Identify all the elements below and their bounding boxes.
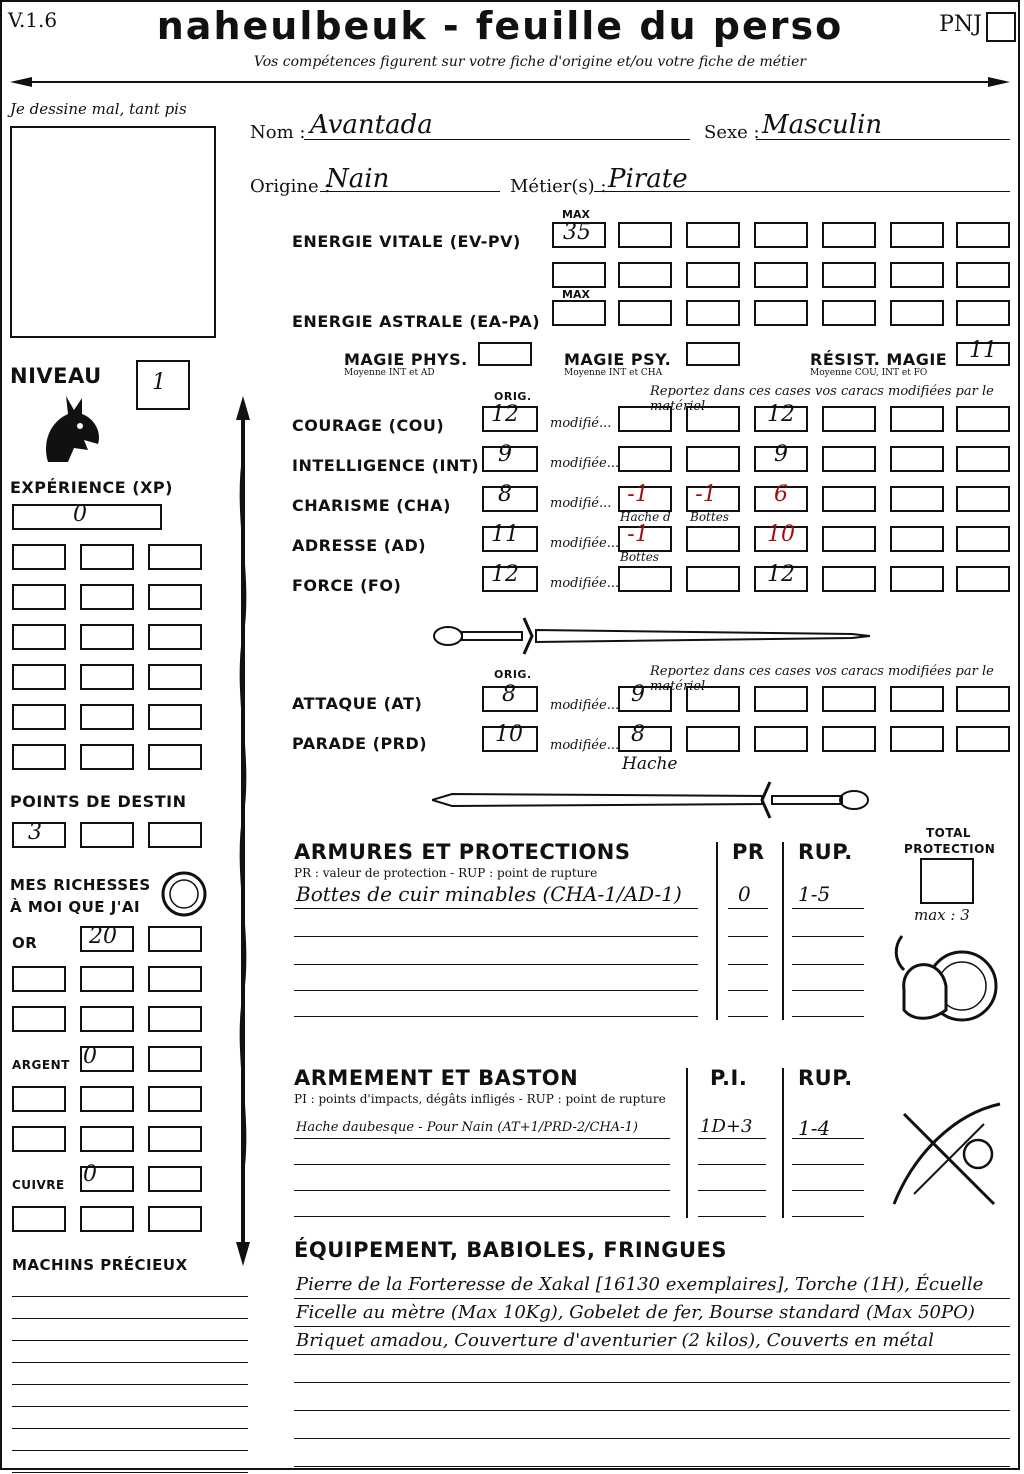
- equipement-text: Briquet amadou, Couverture d'aventurier (2 kilos), Couverts en métal: [296, 1330, 934, 1351]
- ev-box[interactable]: [890, 262, 944, 288]
- carac-mod-box[interactable]: [890, 526, 944, 552]
- magie-psy-box[interactable]: [686, 342, 740, 366]
- armure-pr-line[interactable]: [728, 990, 768, 991]
- machins-line[interactable]: [12, 1340, 248, 1341]
- magie-psy-sub: Moyenne INT et CHA: [564, 368, 663, 378]
- ea-label: ENERGIE ASTRALE (EA-PA): [292, 312, 541, 331]
- xp-grid-box[interactable]: [80, 544, 134, 570]
- vertical-spear-icon: [230, 396, 256, 1266]
- equipement-line[interactable]: [294, 1298, 1010, 1299]
- ea-box[interactable]: [754, 300, 808, 326]
- magie-psy-label: MAGIE PSY.: [564, 350, 672, 369]
- equipement-title: ÉQUIPEMENT, BABIOLES, FRINGUES: [294, 1238, 727, 1262]
- combat-report-note: Reportez dans ces cases vos caracs modifiées par le matériel: [650, 664, 994, 694]
- carac-mod-box[interactable]: [822, 406, 876, 432]
- metier-label: Métier(s) :: [510, 176, 607, 197]
- prd-mod-value: 8: [631, 722, 645, 747]
- carac-mod-box[interactable]: [956, 446, 1010, 472]
- carac-mod-box[interactable]: [890, 446, 944, 472]
- carac-mod-2: -1: [695, 482, 717, 507]
- carac-mod-box[interactable]: [956, 406, 1010, 432]
- origine-value[interactable]: Nain: [326, 164, 390, 194]
- arme-pi-line[interactable]: [698, 1190, 766, 1191]
- carac-mod-box[interactable]: [618, 566, 672, 592]
- xp-grid-box[interactable]: [80, 624, 134, 650]
- prd-mod-label: modifiée...: [550, 738, 620, 753]
- money-box[interactable]: [80, 966, 134, 992]
- sheet-title: naheulbeuk - feuille du perso: [156, 4, 844, 48]
- money-box[interactable]: [148, 1086, 202, 1112]
- total-protection-label-1: TOTAL: [926, 826, 972, 840]
- xp-grid-box[interactable]: [80, 584, 134, 610]
- money-box[interactable]: [148, 1006, 202, 1032]
- sexe-value[interactable]: Masculin: [762, 110, 883, 140]
- armure-rup-line[interactable]: [792, 936, 864, 937]
- carac-mod-box[interactable]: [956, 526, 1010, 552]
- xp-grid-box[interactable]: [148, 624, 202, 650]
- resist-magie-value: 11: [969, 338, 997, 363]
- weapons-icon: [884, 1094, 1008, 1218]
- armure-rup-line[interactable]: [792, 1016, 864, 1017]
- combat-mod-box[interactable]: [956, 726, 1010, 752]
- nom-label: Nom :: [250, 122, 306, 143]
- combat-mod-box[interactable]: [618, 686, 672, 712]
- armures-col-pr: PR: [732, 840, 765, 864]
- ev-max-label: MAX: [562, 208, 590, 221]
- ea-box[interactable]: [618, 300, 672, 326]
- money-box[interactable]: [148, 1046, 202, 1072]
- xp-label: EXPÉRIENCE (XP): [10, 478, 173, 497]
- arme-rup: 1-4: [798, 1116, 831, 1140]
- combat-mod-box[interactable]: [890, 726, 944, 752]
- carac-mod-box[interactable]: [618, 446, 672, 472]
- machins-line[interactable]: [12, 1296, 248, 1297]
- carac-mod-box[interactable]: [890, 406, 944, 432]
- argent-label: ARGENT: [12, 1058, 70, 1072]
- destin-box[interactable]: [80, 822, 134, 848]
- ea-max-box[interactable]: [552, 300, 606, 326]
- ev-box[interactable]: [686, 262, 740, 288]
- arme-rup-line[interactable]: [792, 1216, 864, 1217]
- xp-grid-box[interactable]: [12, 704, 66, 730]
- carac-mod-1: -1: [627, 482, 649, 507]
- helmet-shield-icon: [890, 930, 1000, 1034]
- carac-mod-box[interactable]: [618, 406, 672, 432]
- carac-orig-value: 12: [491, 562, 519, 587]
- armure-line[interactable]: [294, 990, 698, 991]
- xp-grid-box[interactable]: [148, 744, 202, 770]
- xp-grid-box[interactable]: [12, 744, 66, 770]
- coin-icon: [160, 870, 208, 918]
- machins-line[interactable]: [12, 1318, 248, 1319]
- at-mod-label: modifiée...: [550, 698, 620, 713]
- destin-box[interactable]: [148, 822, 202, 848]
- combat-mod-box[interactable]: [890, 686, 944, 712]
- machins-line[interactable]: [12, 1450, 248, 1451]
- machins-label: MACHINS PRÉCIEUX: [12, 1256, 188, 1274]
- arme-pi: 1D+3: [700, 1116, 753, 1137]
- carac-mod-box[interactable]: [686, 566, 740, 592]
- caracs-orig-label: ORIG.: [494, 390, 532, 403]
- destin-box[interactable]: [12, 822, 66, 848]
- equipement-line[interactable]: [294, 1382, 1010, 1383]
- version-label: V.1.6: [8, 8, 58, 32]
- armement-col-rup: RUP.: [798, 1066, 853, 1090]
- carac-mod-box[interactable]: [822, 526, 876, 552]
- xp-grid-box[interactable]: [148, 704, 202, 730]
- ev-box[interactable]: [686, 222, 740, 248]
- arme-line[interactable]: [294, 1138, 670, 1139]
- carac-mod-1-note: Hache d: [620, 510, 671, 524]
- carac-mod-box[interactable]: [890, 566, 944, 592]
- magie-phys-label: MAGIE PHYS.: [344, 350, 468, 369]
- machins-line[interactable]: [12, 1472, 248, 1473]
- combat-orig-box[interactable]: [482, 686, 538, 712]
- armure-pr-line[interactable]: [728, 964, 768, 965]
- combat-mod-box[interactable]: [822, 726, 876, 752]
- niveau-label: NIVEAU: [10, 364, 102, 388]
- ev-box[interactable]: [822, 262, 876, 288]
- carac-orig-value: 9: [498, 442, 512, 467]
- ev-max-value: 35: [563, 220, 591, 245]
- combat-orig-label: ORIG.: [494, 668, 532, 681]
- combat-mod-box[interactable]: [754, 686, 808, 712]
- prd-label: PARADE (PRD): [292, 734, 428, 753]
- ev-box[interactable]: [956, 222, 1010, 248]
- argent-value: 0: [83, 1044, 97, 1069]
- money-box[interactable]: [148, 926, 202, 952]
- armement-col-pi: P.I.: [710, 1066, 748, 1090]
- xp-grid-box[interactable]: [148, 584, 202, 610]
- cuivre-value: 0: [83, 1162, 97, 1187]
- carac-orig-value: 12: [491, 402, 519, 427]
- portrait-box[interactable]: [10, 126, 216, 338]
- equipement-line[interactable]: [294, 1438, 1010, 1439]
- carac-mod-label: modifié...: [550, 416, 612, 431]
- money-box[interactable]: [12, 1206, 66, 1232]
- combat-mod-box[interactable]: [618, 726, 672, 752]
- equipement-text: Pierre de la Forteresse de Xakal [16130 exemplaires], Torche (1H), Écuelle: [296, 1274, 984, 1295]
- richesses-label-1: MES RICHESSES: [10, 876, 151, 894]
- armure-name: Bottes de cuir minables (CHA-1/AD-1): [296, 882, 682, 906]
- armure-line[interactable]: [294, 1016, 698, 1017]
- arme-line[interactable]: [294, 1164, 670, 1165]
- equipement-text: Ficelle au mètre (Max 10Kg), Gobelet de fer, Bourse standard (Max 50PO): [296, 1302, 975, 1323]
- ev-label: ENERGIE VITALE (EV-PV): [292, 232, 521, 251]
- ev-box[interactable]: [822, 222, 876, 248]
- xp-grid-box[interactable]: [12, 664, 66, 690]
- destin-value: 3: [28, 820, 42, 845]
- armure-pr-line[interactable]: [728, 1016, 768, 1017]
- money-box[interactable]: [148, 1166, 202, 1192]
- money-box[interactable]: [80, 1126, 134, 1152]
- prd-orig-value: 10: [495, 722, 523, 747]
- arme-rup-line[interactable]: [792, 1190, 864, 1191]
- carac-mod-box[interactable]: [956, 566, 1010, 592]
- at-mod-value: 9: [631, 682, 645, 707]
- pnj-checkbox[interactable]: [986, 12, 1016, 42]
- total-protection-label-2: PROTECTION: [904, 842, 996, 856]
- xp-grid-box[interactable]: [148, 544, 202, 570]
- carac-mod-label: modifiée...: [550, 456, 620, 471]
- xp-grid-box[interactable]: [12, 584, 66, 610]
- armure-rup-line[interactable]: [792, 964, 864, 965]
- money-box[interactable]: [80, 1166, 134, 1192]
- combat-mod-box[interactable]: [822, 686, 876, 712]
- combat-mod-box[interactable]: [686, 726, 740, 752]
- carac-mod-box[interactable]: [822, 566, 876, 592]
- machins-line[interactable]: [12, 1406, 248, 1407]
- carac-final-value: 10: [767, 522, 795, 547]
- arme-rup-line[interactable]: [792, 1164, 864, 1165]
- carac-label: FORCE (FO): [292, 576, 402, 595]
- carac-final-value: 12: [767, 402, 795, 427]
- combat-mod-box[interactable]: [686, 686, 740, 712]
- xp-grid-box[interactable]: [80, 704, 134, 730]
- machins-line[interactable]: [12, 1384, 248, 1385]
- at-label: ATTAQUE (AT): [292, 694, 423, 713]
- metier-value[interactable]: Pirate: [608, 164, 688, 194]
- pnj-label: PNJ: [939, 12, 982, 37]
- armure-line[interactable]: [294, 964, 698, 965]
- armure-rup-line[interactable]: [792, 990, 864, 991]
- or-label: OR: [12, 934, 38, 952]
- xp-grid-box[interactable]: [12, 544, 66, 570]
- armement-subtitle: PI : points d'impacts, dégâts infligés - RUP : point de rupture: [294, 1092, 666, 1106]
- carac-mod-label: modifiée...: [550, 576, 620, 591]
- carac-mod-label: modifié...: [550, 496, 612, 511]
- money-box[interactable]: [12, 1006, 66, 1032]
- money-box[interactable]: [80, 1086, 134, 1112]
- carac-label: COURAGE (COU): [292, 416, 445, 435]
- portrait-caption: Je dessine mal, tant pis: [10, 100, 187, 118]
- arme-pi-line[interactable]: [698, 1216, 766, 1217]
- armure-pr: 0: [738, 882, 751, 906]
- sword-icon-2: [432, 778, 870, 822]
- arme-line[interactable]: [294, 1190, 670, 1191]
- machins-line[interactable]: [12, 1362, 248, 1363]
- carac-final-value: 9: [774, 442, 788, 467]
- xp-grid-box[interactable]: [80, 744, 134, 770]
- combat-mod-box[interactable]: [956, 686, 1010, 712]
- ev-box[interactable]: [618, 262, 672, 288]
- armure-pr-line[interactable]: [728, 908, 768, 909]
- resist-magie-label: RÉSIST. MAGIE: [810, 350, 948, 369]
- carac-mod-box[interactable]: [956, 486, 1010, 512]
- ea-box[interactable]: [822, 300, 876, 326]
- sheet-subtitle: Vos compétences figurent sur votre fiche d'origine et/ou votre fiche de métier: [253, 54, 807, 70]
- money-box[interactable]: [80, 1006, 134, 1032]
- resist-magie-sub: Moyenne COU, INT et FO: [810, 368, 928, 378]
- carac-orig-value: 8: [498, 482, 512, 507]
- carac-label: ADRESSE (AD): [292, 536, 427, 555]
- armure-rup: 1-5: [798, 882, 831, 906]
- armure-rup-line[interactable]: [792, 908, 864, 909]
- carac-mod-2-note: Bottes: [690, 510, 729, 524]
- armures-col-rup: RUP.: [798, 840, 853, 864]
- armures-subtitle: PR : valeur de protection - RUP : point de rupture: [294, 866, 598, 880]
- nom-value[interactable]: Avantada: [310, 110, 433, 140]
- carac-mod-box[interactable]: [890, 486, 944, 512]
- carac-label: CHARISME (CHA): [292, 496, 451, 515]
- money-box[interactable]: [148, 1126, 202, 1152]
- arme-line[interactable]: [294, 1216, 670, 1217]
- xp-grid-box[interactable]: [80, 664, 134, 690]
- arme-pi-line[interactable]: [698, 1164, 766, 1165]
- ea-box[interactable]: [956, 300, 1010, 326]
- xp-grid-box[interactable]: [148, 664, 202, 690]
- max-protection-label: max : 3: [914, 906, 970, 924]
- destin-label: POINTS DE DESTIN: [10, 792, 187, 811]
- ea-box[interactable]: [686, 300, 740, 326]
- cuivre-label: CUIVRE: [12, 1178, 65, 1192]
- sword-icon: [432, 614, 870, 658]
- carac-mod-1: -1: [627, 522, 649, 547]
- xp-grid-box[interactable]: [12, 624, 66, 650]
- armure-pr-line[interactable]: [728, 936, 768, 937]
- equipement-line[interactable]: [294, 1410, 1010, 1411]
- ev-box[interactable]: [754, 262, 808, 288]
- sexe-label: Sexe :: [704, 122, 760, 143]
- ev-box[interactable]: [956, 262, 1010, 288]
- carac-orig-value: 11: [491, 522, 519, 547]
- total-protection-box[interactable]: [920, 858, 974, 904]
- carac-mod-1-note: Bottes: [620, 550, 659, 564]
- carac-mod-box[interactable]: [686, 526, 740, 552]
- equipement-line[interactable]: [294, 1466, 1010, 1467]
- richesses-label-2: À MOI QUE J'AI: [10, 898, 141, 916]
- money-box[interactable]: [12, 1126, 66, 1152]
- machins-line[interactable]: [12, 1428, 248, 1429]
- dragon-head-icon: [38, 392, 104, 464]
- or-value: 20: [89, 924, 117, 949]
- ev-box[interactable]: [890, 222, 944, 248]
- equipement-line[interactable]: [294, 1326, 1010, 1327]
- carac-label: INTELLIGENCE (INT): [292, 456, 480, 475]
- money-box[interactable]: [80, 1046, 134, 1072]
- money-box[interactable]: [80, 1206, 134, 1232]
- armures-title: ARMURES ET PROTECTIONS: [294, 840, 631, 864]
- armure-line[interactable]: [294, 908, 698, 909]
- money-box[interactable]: [148, 1206, 202, 1232]
- combat-orig-box[interactable]: [482, 726, 538, 752]
- ea-max-label: MAX: [562, 288, 590, 301]
- carac-mod-box[interactable]: [822, 486, 876, 512]
- money-box[interactable]: [12, 966, 66, 992]
- carac-mod-box[interactable]: [686, 446, 740, 472]
- ev-box[interactable]: [754, 222, 808, 248]
- magie-phys-sub: Moyenne INT et AD: [344, 368, 435, 378]
- at-orig-value: 8: [502, 682, 516, 707]
- prd-note: Hache: [622, 754, 678, 774]
- arme-name: Hache daubesque - Pour Nain (AT+1/PRD-2/CHA-1): [296, 1120, 638, 1135]
- niveau-value: 1: [152, 370, 166, 395]
- caracs-report-note: Reportez dans ces cases vos caracs modifiées par le matériel: [650, 384, 994, 414]
- origine-label: Origine :: [250, 176, 331, 197]
- magie-phys-box[interactable]: [478, 342, 532, 366]
- carac-final-value: 12: [767, 562, 795, 587]
- ea-box[interactable]: [890, 300, 944, 326]
- spear-divider-icon: [10, 76, 1010, 88]
- ev-box[interactable]: [552, 262, 606, 288]
- carac-mod-box[interactable]: [686, 406, 740, 432]
- money-box[interactable]: [148, 966, 202, 992]
- arme-pi-line[interactable]: [698, 1138, 766, 1139]
- money-box[interactable]: [12, 1086, 66, 1112]
- money-box[interactable]: [80, 926, 134, 952]
- xp-value: 0: [73, 502, 87, 527]
- carac-final-value: 6: [774, 482, 788, 507]
- carac-mod-box[interactable]: [822, 446, 876, 472]
- equipement-line[interactable]: [294, 1354, 1010, 1355]
- ev-box[interactable]: [618, 222, 672, 248]
- carac-mod-label: modifiée...: [550, 536, 620, 551]
- combat-mod-box[interactable]: [754, 726, 808, 752]
- armure-line[interactable]: [294, 936, 698, 937]
- armement-title: ARMEMENT ET BASTON: [294, 1066, 579, 1090]
